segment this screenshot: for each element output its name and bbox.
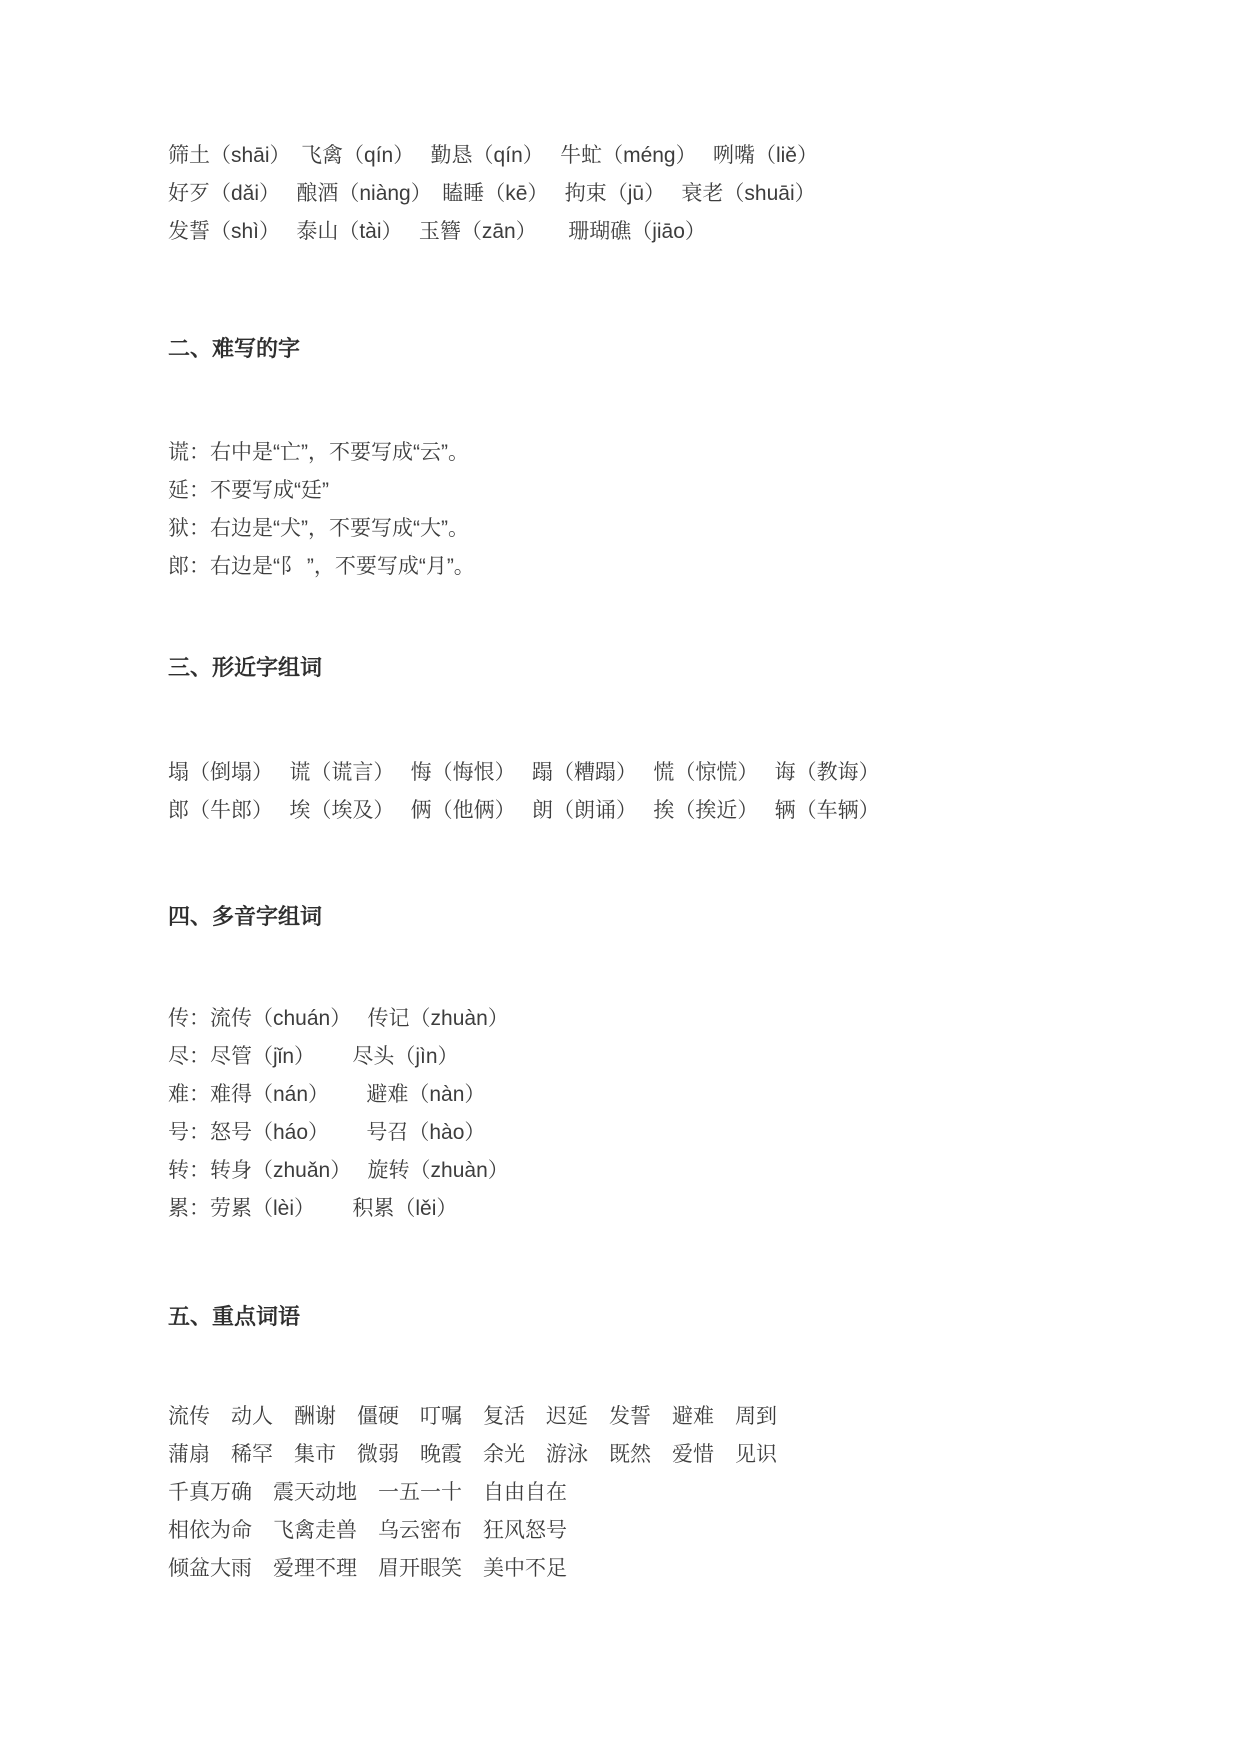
word-line: 难：难得（nán） 避难（nàn） [168,1083,486,1106]
section-body [168,1398,1151,1588]
word-line: 筛土（shāi） 飞禽（qín） 勤恳（qín） 牛虻（méng） 咧嘴（liě） [168,144,818,167]
section-key-words [168,1302,1151,1588]
section-polyphonic-characters [168,902,1151,1228]
section-similar-characters [168,653,1151,830]
pinyin-word-list [168,137,1151,251]
word-line: 尽：尽管（jǐn） 尽头（jìn） [168,1045,459,1068]
word-line: 郎（牛郎） 埃（埃及） 俩（他俩） 朗（朗诵） 挨（挨近） 辆（车辆） [168,799,880,822]
word-line: 转：转身（zhuǎn） 旋转（zhuàn） [168,1159,509,1182]
word-line: 好歹（dǎi） 酿酒（niàng） 瞌睡（kē） 拘束（jū） 衰老（shuāi） [168,182,816,205]
word-line: 发誓（shì） 泰山（tài） 玉簪（zān） 珊瑚礁（jiāo） [168,220,706,243]
note-line: 郎：右边是“阝 ”，不要写成“月”。 [168,555,475,578]
word-line: 相依为命 飞禽走兽 乌云密布 狂风怒号 [168,1519,567,1542]
word-line: 塌（倒塌） 谎（谎言） 悔（悔恨） 蹋（糟蹋） 慌（惊慌） 诲（教诲） [168,761,880,784]
section-heading: 五、重点词语 [168,1304,301,1329]
word-line: 号：怒号（háo） 号召（hào） [168,1121,486,1144]
note-line: 狱：右边是“犬”，不要写成“大”。 [168,517,469,540]
note-line: 延：不要写成“廷” [168,479,329,502]
section-hard-to-write-characters [168,334,1151,586]
section-heading: 二、难写的字 [168,336,301,361]
word-line: 传：流传（chuán） 传记（zhuàn） [168,1007,509,1030]
word-line: 累：劳累（lèi） 积累（lěi） [168,1197,458,1220]
section-body [168,434,1151,586]
section-body [168,754,1151,830]
section-heading: 四、多音字组词 [168,904,323,929]
section-body [168,1000,1151,1228]
word-line: 流传 动人 酬谢 僵硬 叮嘱 复活 迟延 发誓 避难 周到 [168,1405,777,1428]
word-line: 千真万确 震天动地 一五一十 自由自在 [168,1481,567,1504]
word-line: 蒲扇 稀罕 集市 微弱 晚霞 余光 游泳 既然 爱惜 见识 [168,1443,777,1466]
note-line: 谎：右中是“亡”，不要写成“云”。 [168,441,469,464]
word-line: 倾盆大雨 爱理不理 眉开眼笑 美中不足 [168,1557,567,1580]
section-heading: 三、形近字组词 [168,655,323,680]
